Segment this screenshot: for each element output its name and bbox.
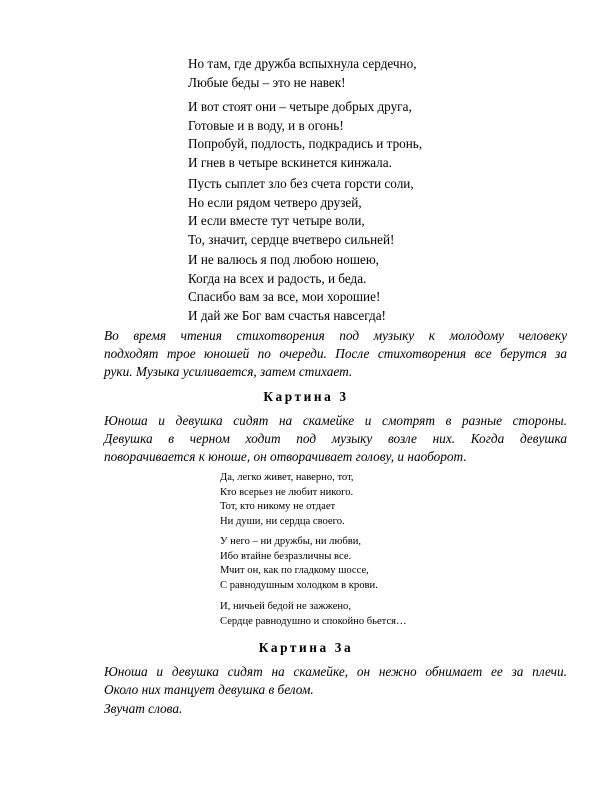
poem-line: Когда на всех и радость, и беда. — [188, 270, 367, 286]
poem-line: И дай же Бог вам счастья навсегда! — [188, 307, 386, 323]
poem-line: И не валюсь я под любою ношею, — [188, 252, 379, 267]
poem-line: Но если рядом четверо друзей, — [188, 194, 362, 210]
poem-line: Любые беды – это не навек! — [188, 74, 346, 90]
poem-line: Ибо втайне безразличны все. — [220, 550, 352, 562]
stage-direction-words: Звучат слова. — [104, 701, 183, 716]
poem-line: Попробуй, подлость, подкрадись и тронь, — [188, 136, 423, 152]
poem-line: Ни души, ни сердца своего. — [220, 515, 345, 527]
poem-stanza-3 — [188, 175, 414, 249]
scene-heading-3a: Картина 3а — [258, 640, 354, 655]
poem-line: Спасибо вам за все, мои хорошие! — [188, 289, 381, 305]
small-poem-stanza-1 — [220, 471, 354, 529]
poem-line: Мчит он, как по гладкому шоссе, — [220, 565, 369, 577]
poem-line: И вот стоят они – четыре добрых друга, — [188, 99, 412, 114]
poem-line: Готовые и в воду, и в огонь! — [188, 117, 344, 133]
stage-direction-scene3a — [104, 663, 567, 699]
direction-line: Девушка в черном ходит под музыку возле них. Когда девушка — [104, 430, 567, 446]
poem-line: Сердце равнодушно и спокойно бьется… — [220, 615, 407, 627]
poem-line: И, ничьей бедой не зажжено, — [220, 601, 352, 612]
poem-line: Но там, где дружба вспыхнула сердечно, — [188, 56, 417, 71]
poem-stanza-4 — [188, 251, 386, 325]
direction-line: Юноша и девушка сидят на скамейке, он нежно обнимает ее за плечи. — [104, 664, 567, 679]
poem-line: Тот, кто никому не отдает — [220, 501, 336, 513]
poem-line: Кто всерьез не любит никого. — [220, 486, 354, 498]
small-poem-stanza-2 — [220, 535, 378, 593]
poem-line: Да, легко живет, наверно, тот, — [220, 472, 354, 483]
direction-line: Около них танцует девушка в белом. — [104, 681, 314, 697]
poem-stanza-1 — [188, 55, 417, 92]
direction-line: руки. Музыка усиливается, затем стихает. — [104, 363, 353, 379]
direction-line: подходят трое юношей по очереди. После стихотворения все берутся за — [104, 345, 567, 361]
direction-line: Во время чтения стихотворения под музыку к молодому человеку — [104, 328, 567, 343]
poem-line: То, значит, сердце вчетверо сильней! — [188, 231, 395, 247]
poem-line: С равнодушным холодком в крови. — [220, 579, 378, 591]
poem-line: У него – ни дружбы, ни любви, — [220, 536, 362, 547]
poem-line: И гнев в четыре вскинется кинжала. — [188, 154, 392, 170]
direction-line: Юноша и девушка сидят на скамейке и смотрят в разные стороны. — [104, 413, 567, 428]
poem-stanza-2 — [188, 98, 422, 172]
direction-line: поворачивается к юноше, он отворачивает голову, и наоборот. — [104, 448, 467, 464]
stage-direction-after-poem — [104, 327, 567, 380]
poem-line: Пусть сыплет зло без счета горсти соли, — [188, 176, 414, 191]
scene-heading-3: Картина 3 — [263, 389, 349, 404]
small-poem-stanza-3 — [220, 600, 407, 629]
poem-line: И если вместе тут четыре воли, — [188, 213, 365, 229]
stage-direction-scene3 — [104, 412, 567, 465]
